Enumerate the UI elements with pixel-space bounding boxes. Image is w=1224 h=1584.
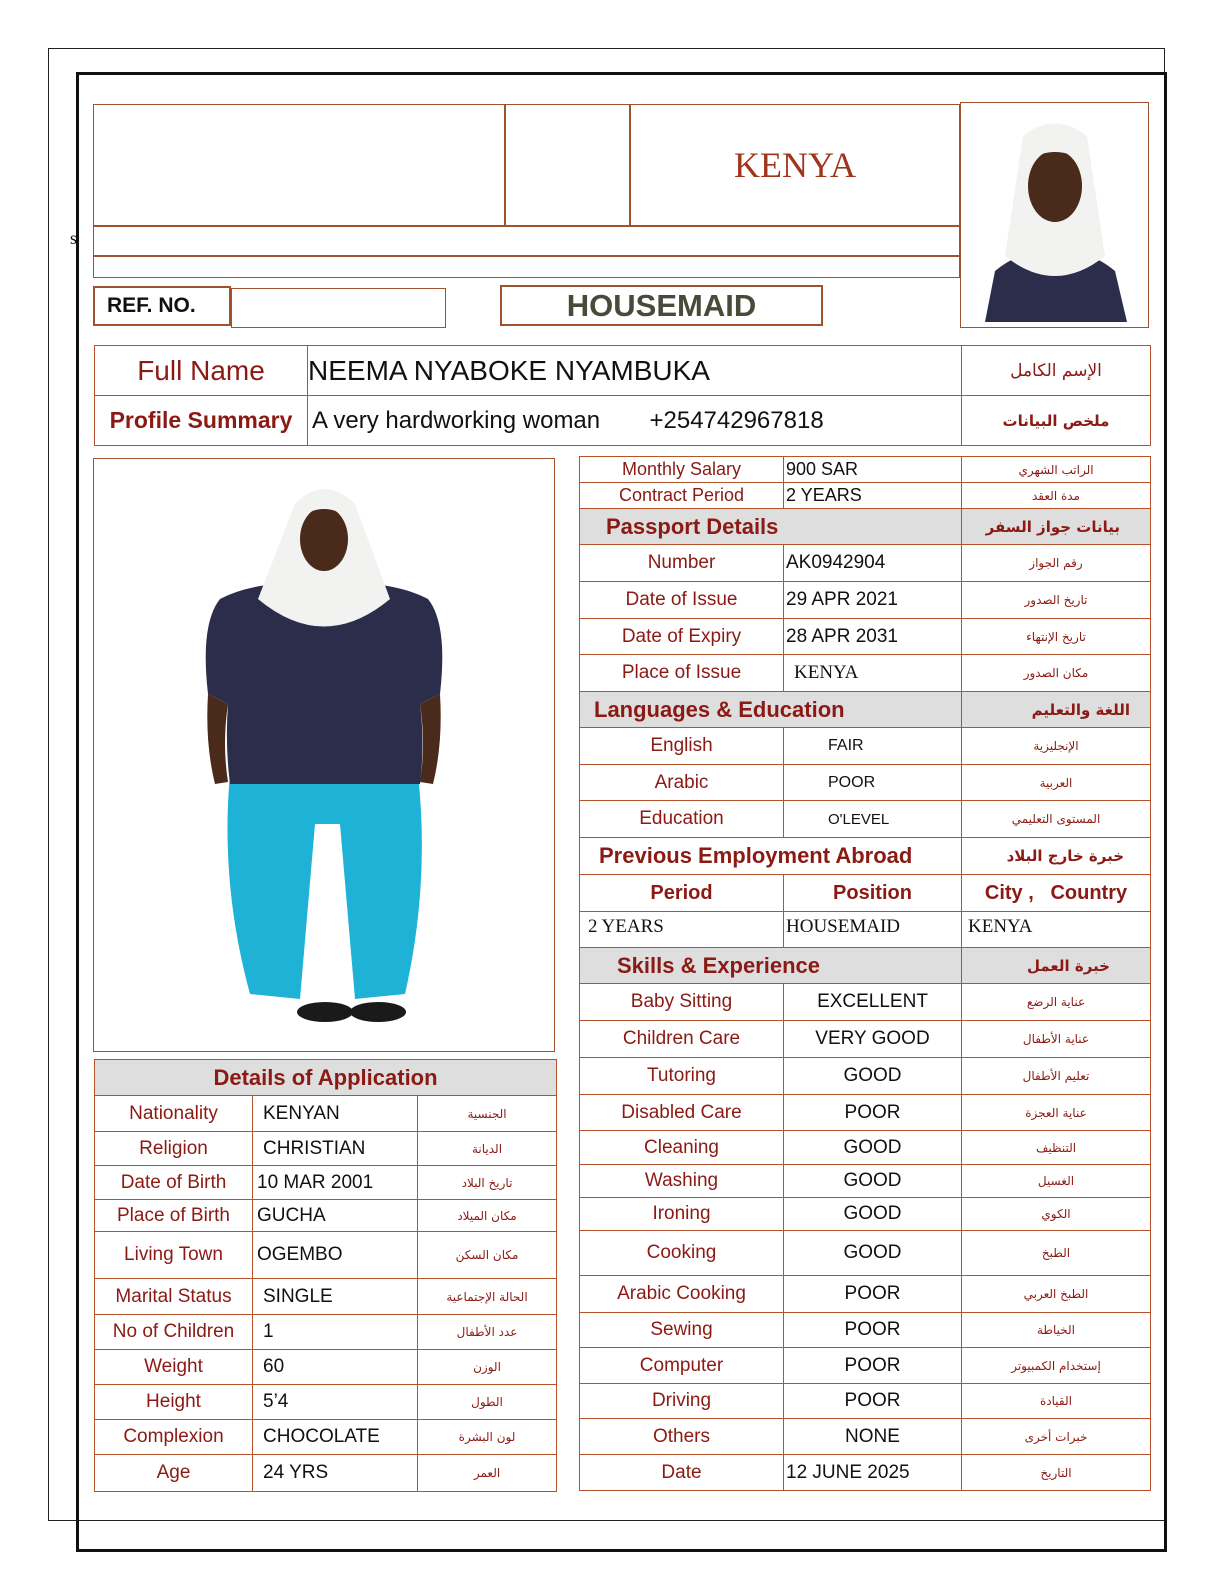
marital-status-arabic: الحالة الإجتماعية xyxy=(418,1279,557,1315)
full-name-value: NEEMA NYABOKE NYAMBUKA xyxy=(308,346,962,396)
contract-period-value: 2 YEARS xyxy=(784,483,962,509)
height-label: Height xyxy=(95,1385,253,1420)
skill-row xyxy=(580,1095,1151,1131)
place-of-issue-arabic: مكان الصدور xyxy=(962,655,1151,692)
date-of-issue-arabic: تاريخ الصدور xyxy=(962,582,1151,619)
date-value: 12 JUNE 2025 xyxy=(784,1455,962,1491)
skill-arabic: الغسيل xyxy=(962,1165,1151,1198)
skill-row xyxy=(580,1384,1151,1419)
employment-title-arabic: خبرة خارج البلاد xyxy=(962,838,1151,875)
skill-arabic: تعليم الأطفال xyxy=(962,1058,1151,1095)
contract-period-label: Contract Period xyxy=(580,483,784,509)
application-row xyxy=(95,1279,557,1315)
arabic-arabic: العربية xyxy=(962,765,1151,801)
skill-value: GOOD xyxy=(784,1058,962,1095)
identity-table xyxy=(94,345,1151,446)
date-of-birth-arabic: تاريخ البلاد xyxy=(418,1166,557,1200)
skill-label: Arabic Cooking xyxy=(580,1276,784,1313)
full-name-label: Full Name xyxy=(95,346,308,396)
religion-label: Religion xyxy=(95,1132,253,1166)
marital-status-value: SINGLE xyxy=(253,1279,418,1315)
date-of-issue-value: 29 APR 2021 xyxy=(784,582,962,619)
profile-summary-arabic: ملخص البيانات xyxy=(962,396,1151,446)
application-row xyxy=(95,1096,557,1132)
nationality-arabic: الجنسية xyxy=(418,1096,557,1132)
profile-summary-value xyxy=(308,396,962,446)
education-label: Education xyxy=(580,801,784,838)
skill-row xyxy=(580,1021,1151,1058)
skill-value: POOR xyxy=(784,1384,962,1419)
salary-arabic: الراتب الشهري xyxy=(962,457,1151,483)
skill-arabic: عناية العجزة xyxy=(962,1095,1151,1131)
employment-period: 2 YEARS xyxy=(580,912,784,948)
religion-arabic: الديانة xyxy=(418,1132,557,1166)
place-of-birth-label: Place of Birth xyxy=(95,1200,253,1232)
skill-value: POOR xyxy=(784,1276,962,1313)
skill-label: Disabled Care xyxy=(580,1095,784,1131)
date-label: Date xyxy=(580,1455,784,1491)
profile-summary-text: A very hardworking woman xyxy=(312,406,601,434)
arabic-value: POOR xyxy=(784,765,962,801)
skill-row xyxy=(580,1058,1151,1095)
passport-title: Passport Details xyxy=(580,509,962,545)
header-blank-box-2 xyxy=(505,104,630,226)
height-arabic: الطول xyxy=(418,1385,557,1420)
skill-row xyxy=(580,1455,1151,1491)
date-of-expiry-value: 28 APR 2031 xyxy=(784,619,962,655)
ref-no-label-box xyxy=(93,286,231,326)
date-of-birth-label: Date of Birth xyxy=(95,1166,253,1200)
skills-title-arabic: خبرة العمل xyxy=(962,948,1151,984)
skill-row xyxy=(580,1419,1151,1455)
skill-arabic: الخياطة xyxy=(962,1313,1151,1348)
skill-arabic: الطبخ العربي xyxy=(962,1276,1151,1313)
complexion-value: CHOCOLATE xyxy=(253,1420,418,1455)
skill-value: GOOD xyxy=(784,1165,962,1198)
marital-status-label: Marital Status xyxy=(95,1279,253,1315)
skill-value: VERY GOOD xyxy=(784,1021,962,1058)
religion-value: CHRISTIAN xyxy=(253,1132,418,1166)
children-value: 1 xyxy=(253,1315,418,1350)
salary-label: Monthly Salary xyxy=(580,457,784,483)
languages-title-arabic: اللغة والتعليم xyxy=(962,692,1151,728)
nationality-value: KENYAN xyxy=(253,1096,418,1132)
skill-value: GOOD xyxy=(784,1198,962,1231)
skill-row xyxy=(580,984,1151,1021)
children-arabic: عدد الأطفال xyxy=(418,1315,557,1350)
application-row xyxy=(95,1350,557,1385)
salary-value: 900 SAR xyxy=(784,457,962,483)
skill-label: Washing xyxy=(580,1165,784,1198)
skill-row xyxy=(580,1198,1151,1231)
candidate-portrait-photo xyxy=(965,106,1144,322)
passport-number-value: AK0942904 xyxy=(784,545,962,582)
skill-row xyxy=(580,1231,1151,1276)
place-of-birth-arabic: مكان الميلاد xyxy=(418,1200,557,1232)
complexion-arabic: لون البشرة xyxy=(418,1420,557,1455)
skill-arabic: التنظيف xyxy=(962,1131,1151,1165)
country-heading: KENYA xyxy=(630,104,960,226)
application-row xyxy=(95,1200,557,1232)
age-arabic: العمر xyxy=(418,1455,557,1492)
application-row xyxy=(95,1385,557,1420)
passport-number-arabic: رقم الجواز xyxy=(962,545,1151,582)
employment-location: KENYA xyxy=(962,912,1151,948)
ref-no-value xyxy=(231,288,446,328)
skill-row xyxy=(580,1276,1151,1313)
skill-value: GOOD xyxy=(784,1231,962,1276)
candidate-full-body-photo xyxy=(100,464,548,1046)
skill-label: Cleaning xyxy=(580,1131,784,1165)
employment-header-period: Period xyxy=(580,875,784,912)
height-value: 5’4 xyxy=(253,1385,418,1420)
living-town-label: Living Town xyxy=(95,1232,253,1279)
english-value: FAIR xyxy=(784,728,962,765)
header-blank-box-1 xyxy=(93,104,505,226)
application-row xyxy=(95,1420,557,1455)
skill-value: POOR xyxy=(784,1313,962,1348)
arabic-label: Arabic xyxy=(580,765,784,801)
skill-value: EXCELLENT xyxy=(784,984,962,1021)
employment-header-location: City , Country xyxy=(962,875,1151,912)
skill-value: POOR xyxy=(784,1095,962,1131)
living-town-value: OGEMBO xyxy=(253,1232,418,1279)
skill-row xyxy=(580,1165,1151,1198)
english-label: English xyxy=(580,728,784,765)
skill-label: Cooking xyxy=(580,1231,784,1276)
employment-row xyxy=(580,912,1151,948)
skill-arabic: الكوي xyxy=(962,1198,1151,1231)
header-blank-row-1 xyxy=(93,226,960,256)
application-row xyxy=(95,1132,557,1166)
skill-label: Others xyxy=(580,1419,784,1455)
languages-title: Languages & Education xyxy=(580,692,962,728)
education-arabic: المستوى التعليمي xyxy=(962,801,1151,838)
date-of-expiry-arabic: تاريخ الإنتهاء xyxy=(962,619,1151,655)
weight-arabic: الوزن xyxy=(418,1350,557,1385)
place-of-birth-value: GUCHA xyxy=(253,1200,418,1232)
position-title: HOUSEMAID xyxy=(500,285,823,326)
skill-arabic: عناية الرضع xyxy=(962,984,1151,1021)
application-row xyxy=(95,1455,557,1492)
date-of-expiry-label: Date of Expiry xyxy=(580,619,784,655)
skill-label: Baby Sitting xyxy=(580,984,784,1021)
skill-arabic: الطبخ xyxy=(962,1231,1151,1276)
place-of-issue-label: Place of Issue xyxy=(580,655,784,692)
skill-value: GOOD xyxy=(784,1131,962,1165)
passport-title-arabic: بيانات جواز السفر xyxy=(962,509,1151,545)
passport-number-label: Number xyxy=(580,545,784,582)
application-title: Details of Application xyxy=(95,1060,557,1096)
application-row xyxy=(95,1315,557,1350)
skill-label: Computer xyxy=(580,1348,784,1384)
phone-number: +254742967818 xyxy=(649,406,824,434)
stray-mark: s xyxy=(70,228,78,248)
skill-label: Ironing xyxy=(580,1198,784,1231)
skill-row xyxy=(580,1313,1151,1348)
place-of-issue-value: KENYA xyxy=(784,655,962,692)
skill-arabic: خبرات أخرى xyxy=(962,1419,1151,1455)
candidate-details-table xyxy=(579,456,1151,1491)
date-arabic: التاريخ xyxy=(962,1455,1151,1491)
children-label: No of Children xyxy=(95,1315,253,1350)
skill-row xyxy=(580,1348,1151,1384)
employment-position: HOUSEMAID xyxy=(784,912,962,948)
application-details-table xyxy=(94,1059,557,1492)
skill-row xyxy=(580,1131,1151,1165)
contract-period-arabic: مدة العقد xyxy=(962,483,1151,509)
skill-label: Children Care xyxy=(580,1021,784,1058)
living-town-arabic: مكان السكن xyxy=(418,1232,557,1279)
education-value: O'LEVEL xyxy=(784,801,962,838)
weight-value: 60 xyxy=(253,1350,418,1385)
skill-value: POOR xyxy=(784,1348,962,1384)
skill-arabic: إستخدام الكمبيوتر xyxy=(962,1348,1151,1384)
profile-summary-label: Profile Summary xyxy=(95,396,308,446)
skills-title: Skills & Experience xyxy=(580,948,962,984)
skill-label: Driving xyxy=(580,1384,784,1419)
date-of-birth-value: 10 MAR 2001 xyxy=(253,1166,418,1200)
complexion-label: Complexion xyxy=(95,1420,253,1455)
full-name-arabic: الإسم الكامل xyxy=(962,346,1151,396)
employment-title: Previous Employment Abroad xyxy=(580,838,962,875)
date-of-issue-label: Date of Issue xyxy=(580,582,784,619)
header-blank-row-2 xyxy=(93,256,960,278)
english-arabic: الإنجليزية xyxy=(962,728,1151,765)
age-value: 24 YRS xyxy=(253,1455,418,1492)
skill-arabic: القيادة xyxy=(962,1384,1151,1419)
nationality-label: Nationality xyxy=(95,1096,253,1132)
ref-no-label: REF. NO. xyxy=(107,294,196,317)
skill-label: Tutoring xyxy=(580,1058,784,1095)
employment-header-position: Position xyxy=(784,875,962,912)
weight-label: Weight xyxy=(95,1350,253,1385)
age-label: Age xyxy=(95,1455,253,1492)
skill-value: NONE xyxy=(784,1419,962,1455)
application-row xyxy=(95,1232,557,1279)
skill-label: Sewing xyxy=(580,1313,784,1348)
skill-arabic: عناية الأطفال xyxy=(962,1021,1151,1058)
application-row xyxy=(95,1166,557,1200)
